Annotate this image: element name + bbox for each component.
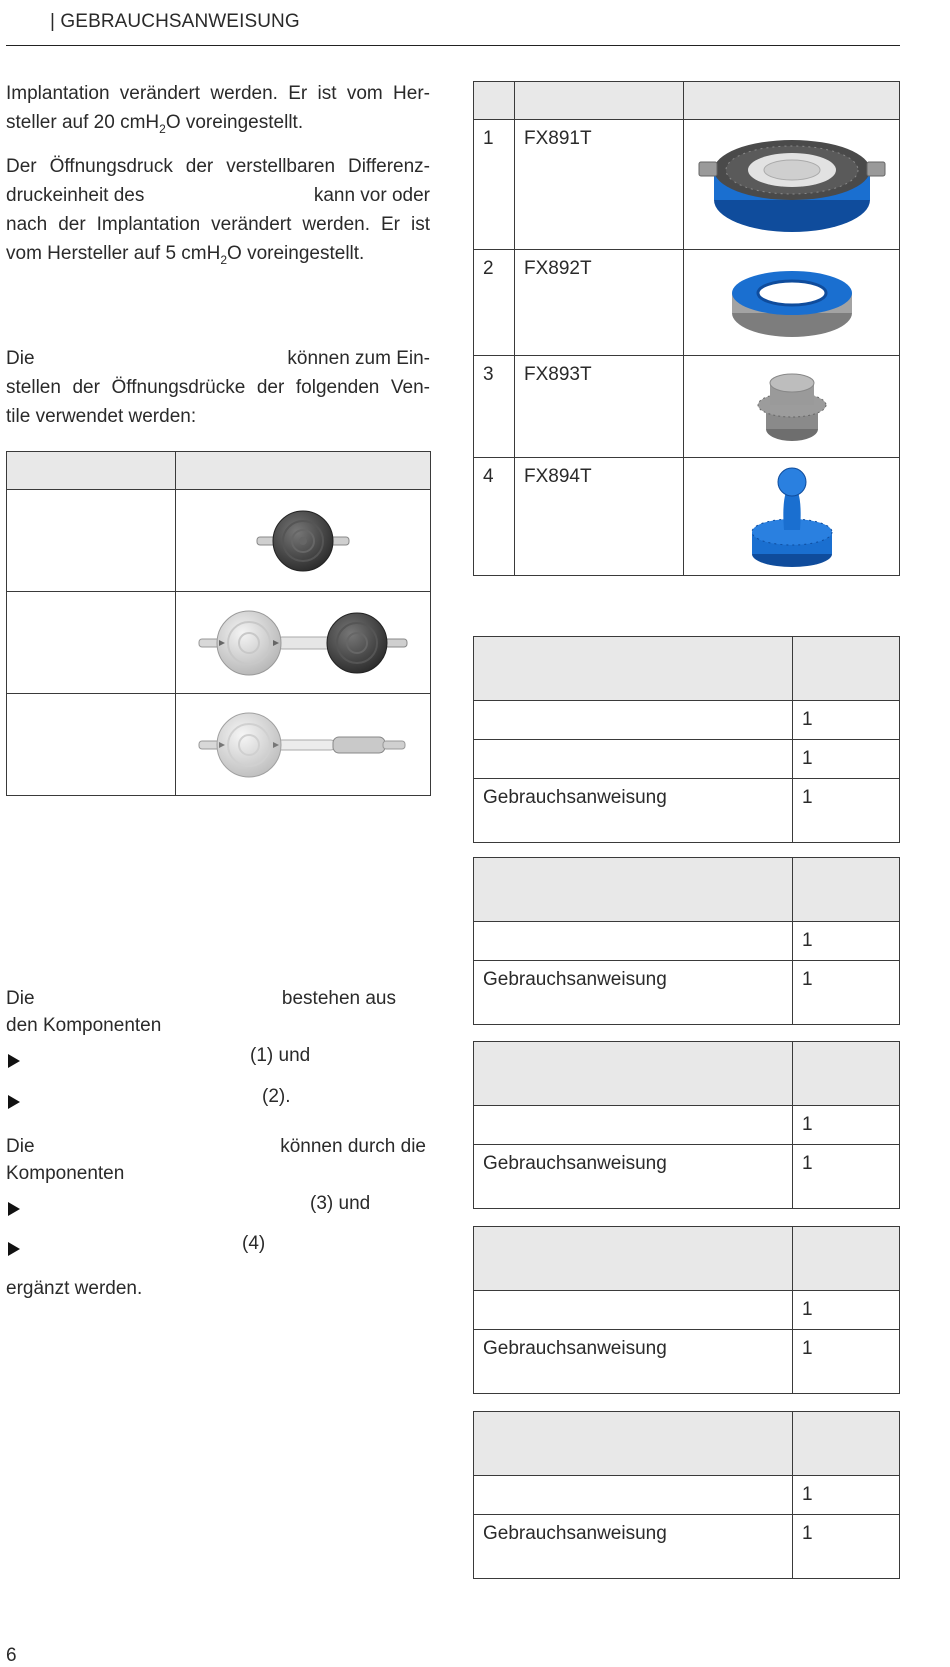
- valve-table-header: [7, 452, 431, 490]
- header-rule: [6, 45, 900, 46]
- page-number: 6: [6, 1645, 17, 1666]
- bullet-arrow-icon: [8, 1202, 20, 1216]
- p1-line2b: O voreingestellt.: [165, 112, 304, 133]
- contents-qty: 1: [793, 779, 900, 843]
- valve-image-cell: [176, 592, 431, 694]
- component-image-cell: [684, 356, 900, 458]
- contents-table-1: [473, 636, 900, 843]
- contents-row: [474, 1145, 900, 1209]
- contents-qty: 1: [793, 1106, 900, 1145]
- contents-label: Gebrauchsanweisung: [474, 1515, 793, 1579]
- contents-table-5: [473, 1411, 900, 1579]
- p2-line4a: vom Hersteller auf 5 cmH: [6, 243, 221, 264]
- p1-line1: Implantation verändert werden. Er ist vom Her-: [6, 83, 430, 104]
- component-row-3: [474, 356, 900, 458]
- contents-table-3: [473, 1041, 900, 1209]
- p5-line1b: können durch die: [280, 1136, 426, 1157]
- p2-line3: nach der Implantation verändert werden. Er ist: [6, 214, 430, 235]
- contents-label: [474, 1106, 793, 1145]
- p3-line3: tile verwendet werden:: [6, 406, 197, 427]
- contents-header-cell-2: [793, 858, 900, 922]
- contents-row: [474, 1291, 900, 1330]
- bullet-arrow-icon: [8, 1242, 20, 1256]
- contents-header-cell-2: [793, 1042, 900, 1106]
- valve-header-cell-2: [176, 452, 431, 490]
- p4-line2: den Komponenten: [6, 1015, 162, 1036]
- contents-qty: 1: [793, 1476, 900, 1515]
- component-number: 4: [474, 458, 515, 576]
- valve-row: [7, 592, 431, 694]
- p3-line1b: können zum Ein-: [287, 348, 430, 369]
- p4-line1b: bestehen aus: [281, 988, 396, 1009]
- blue-ring-icon: [727, 263, 857, 343]
- bullet-4-text: (4): [242, 1233, 266, 1254]
- p2-line2a: druckeinheit des: [6, 185, 145, 206]
- contents-header-cell-1: [474, 1227, 793, 1291]
- contents-header-cell-1: [474, 1042, 793, 1106]
- contents-label: Gebrauchsanweisung: [474, 779, 793, 843]
- component-image-cell: [684, 458, 900, 576]
- valve-image-cell: [176, 694, 431, 796]
- contents-qty: 1: [793, 1330, 900, 1394]
- component-row-2: [474, 250, 900, 356]
- contents-row: [474, 740, 900, 779]
- p3-line2: stellen der Öffnungsdrücke der folgenden Ven-: [6, 377, 430, 398]
- contents-header-cell-1: [474, 858, 793, 922]
- light-valve-with-unit-icon: [197, 710, 409, 780]
- paragraph-2: [6, 152, 430, 275]
- components-header-cell-3: [684, 82, 900, 120]
- contents-row: [474, 1476, 900, 1515]
- valve-name-cell: [7, 490, 176, 592]
- valve-row: [7, 694, 431, 796]
- valve-image-cell: [176, 490, 431, 592]
- valve-name-cell: [7, 592, 176, 694]
- p2-sub: 2: [220, 252, 228, 267]
- contents-row: [474, 1106, 900, 1145]
- component-row-4: [474, 458, 900, 576]
- component-image-cell: [684, 250, 900, 356]
- contents-label: Gebrauchsanweisung: [474, 1145, 793, 1209]
- p5-line2: Komponenten: [6, 1163, 125, 1184]
- contents-table-2: [473, 857, 900, 1025]
- contents-header: [474, 1042, 900, 1106]
- valve-row: [7, 490, 431, 592]
- paragraph-1: [6, 79, 430, 144]
- paragraph-4: [6, 985, 396, 1039]
- component-code: FX891T: [515, 120, 684, 250]
- component-number: 3: [474, 356, 515, 458]
- p1-line2a: steller auf 20 cmH: [6, 112, 160, 133]
- contents-label: Gebrauchsanweisung: [474, 961, 793, 1025]
- component-number: 2: [474, 250, 515, 356]
- contents-qty: 1: [793, 701, 900, 740]
- contents-header-cell-1: [474, 637, 793, 701]
- bullet-item-3: [6, 1193, 426, 1223]
- valve-name-cell: [7, 694, 176, 796]
- contents-row: [474, 779, 900, 843]
- contents-label: [474, 1291, 793, 1330]
- contents-qty: 1: [793, 1515, 900, 1579]
- bullet-item-2: [6, 1086, 426, 1116]
- contents-header-cell-1: [474, 1412, 793, 1476]
- component-code: FX893T: [515, 356, 684, 458]
- light-dark-valve-pair-icon: [197, 608, 409, 678]
- contents-label: [474, 740, 793, 779]
- component-code: FX894T: [515, 458, 684, 576]
- p4-line1a: Die: [6, 988, 35, 1009]
- blue-adjustment-ring-icon: [697, 130, 887, 240]
- contents-header: [474, 858, 900, 922]
- bullet-item-1: [6, 1045, 426, 1075]
- paragraph-6: ergänzt werden.: [6, 1278, 143, 1299]
- contents-qty: 1: [793, 961, 900, 1025]
- contents-label: Gebrauchsanweisung: [474, 1330, 793, 1394]
- running-header: | GEBRAUCHSANWEISUNG: [50, 11, 300, 32]
- contents-header-cell-2: [793, 1412, 900, 1476]
- bullet-arrow-icon: [8, 1054, 20, 1068]
- component-number: 1: [474, 120, 515, 250]
- component-image-cell: [684, 120, 900, 250]
- contents-row: [474, 1515, 900, 1579]
- contents-qty: 1: [793, 1145, 900, 1209]
- paragraph-5: [6, 1133, 426, 1187]
- contents-header-cell-2: [793, 1227, 900, 1291]
- component-row-1: [474, 120, 900, 250]
- components-header-cell-2: [515, 82, 684, 120]
- p2-line4b: O voreingestellt.: [227, 243, 365, 264]
- blue-knob-icon: [742, 464, 842, 570]
- bullet-2-text: (2).: [262, 1086, 291, 1107]
- contents-label: [474, 701, 793, 740]
- contents-row: [474, 961, 900, 1025]
- contents-row: [474, 922, 900, 961]
- components-header-cell-1: [474, 82, 515, 120]
- bullet-arrow-icon: [8, 1095, 20, 1109]
- contents-header: [474, 1227, 900, 1291]
- contents-qty: 1: [793, 740, 900, 779]
- contents-qty: 1: [793, 922, 900, 961]
- p5-line1a: Die: [6, 1136, 35, 1157]
- valve-table: [6, 451, 431, 796]
- contents-label: [474, 922, 793, 961]
- contents-header-cell-2: [793, 637, 900, 701]
- contents-row: [474, 701, 900, 740]
- single-dark-valve-icon: [253, 506, 353, 576]
- p1-sub: 2: [159, 121, 166, 136]
- bullet-item-4: [6, 1233, 426, 1263]
- contents-header: [474, 1412, 900, 1476]
- bullet-3-text: (3) und: [310, 1193, 371, 1214]
- paragraph-3: [6, 344, 430, 431]
- contents-header: [474, 637, 900, 701]
- p2-line2b: kann vor oder: [313, 185, 430, 206]
- component-code: FX892T: [515, 250, 684, 356]
- p2-line1: Der Öffnungsdruck der verstellbaren Differenz-: [6, 156, 430, 177]
- components-header: [474, 82, 900, 120]
- contents-table-4: [473, 1226, 900, 1394]
- bullet-1-text: (1) und: [250, 1045, 311, 1066]
- p3-line1a: Die: [6, 348, 35, 369]
- contents-qty: 1: [793, 1291, 900, 1330]
- grey-cap-icon: [752, 369, 832, 445]
- contents-label: [474, 1476, 793, 1515]
- contents-row: [474, 1330, 900, 1394]
- valve-header-cell-1: [7, 452, 176, 490]
- components-table: [473, 81, 900, 576]
